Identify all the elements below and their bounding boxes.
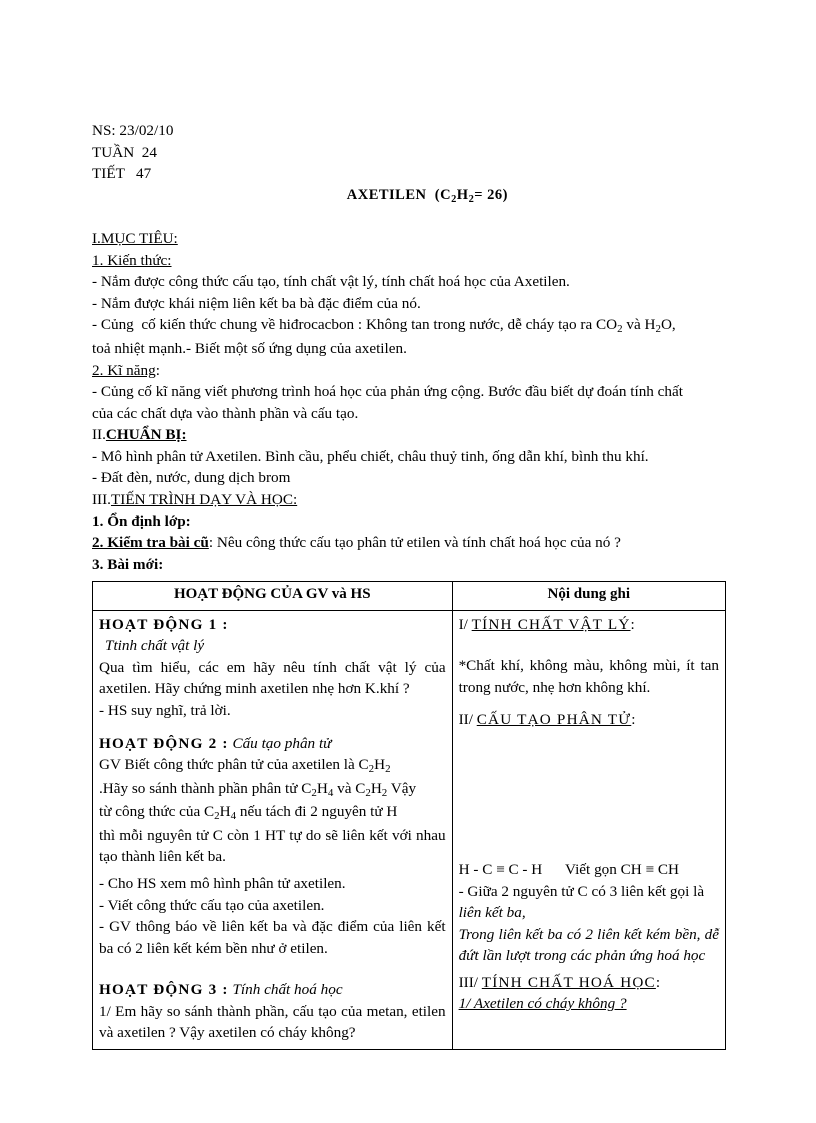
section-1-sub-2-tail: : [155, 361, 160, 379]
s1-line-6: của các chất dựa vào thành phần và cấu tạo. [92, 404, 359, 422]
s2-line-2: - Đất đèn, nước, dung dịch brom [92, 469, 291, 487]
activity-2-sub-1: 2 [368, 763, 375, 776]
content-2-para-2: liên kết ba, [458, 904, 526, 922]
table-header-content: Nội dung ghi [452, 582, 725, 610]
section-1-heading-text: I.MỤC TIÊU: [92, 230, 178, 248]
content-2-spacer [459, 731, 719, 859]
lesson-formula-sub2: 2 [468, 193, 475, 205]
activity-3-heading [99, 979, 446, 1001]
activity-2-heading [99, 733, 446, 755]
content-1-para-1: *Chất khí, không màu, không mùi, ít tan trong nước, nhẹ hơn không khí. [458, 657, 719, 696]
activity-2-sub-3: 2 [311, 786, 317, 799]
activity-2-para-1b: H [374, 756, 386, 774]
section-1-sub-1-text: 1. Kiến thức: [92, 251, 172, 269]
section-1-sub-2 [92, 360, 726, 382]
period-label: TIẾT 47 [92, 165, 152, 183]
lesson-title [322, 164, 508, 228]
activity-3-label: HOẠT ĐỘNG 3 : [99, 981, 229, 999]
activity-1-para-2: - HS suy nghĩ, trả lời. [99, 701, 231, 719]
table-row [93, 610, 726, 1049]
section-3-heading-prefix: III. [92, 491, 111, 508]
content-3-para-1-text: 1/ Axetilen có cháy không ? [458, 995, 627, 1013]
s1-line-4: toả nhiệt mạnh.- Biết một số ứng dụng của axetilen. [92, 339, 407, 357]
activity-2-para-2d: H [370, 779, 382, 797]
content-3-para-1 [459, 993, 719, 1015]
activity-2-para-2 [99, 778, 446, 802]
content-2-para-1: - Giữa 2 nguyên tử C có 3 liên kết gọi là [458, 882, 705, 900]
section-2-heading-prefix: II. [92, 426, 106, 444]
activity-2-para-2c: và C [333, 779, 366, 797]
section-3-heading-text: TIẾN TRÌNH DẠY VÀ HỌC: [110, 491, 298, 508]
lesson-formula-mid: H [456, 186, 469, 203]
lesson-title-text: AXETILEN [346, 186, 427, 203]
activity-2-label: HOẠT ĐỘNG 2 : [99, 734, 229, 752]
activity-2-para-1a: GV Biết công thức phân tử của axetilen là C [99, 756, 369, 774]
activity-2-para-5: - Cho HS xem mô hình phân tử axetilen. [99, 875, 346, 893]
activity-2-para-1 [99, 754, 446, 778]
activity-2-para-3b: H [219, 803, 231, 821]
structural-formula: H - C ≡ C - H [458, 860, 543, 878]
section-1-sub-1 [92, 250, 726, 272]
content-2-number: II/ [458, 711, 473, 729]
activity-2-para-6: - Viết công thức cấu tạo của axetilen. [99, 896, 325, 914]
content-3-heading [459, 972, 719, 994]
activity-2-sub-6: 2 [381, 786, 388, 799]
s1-line-3b: và H [622, 316, 656, 334]
activity-2-sub-2: 2 [385, 763, 391, 776]
s1-line-3-sub1: 2 [617, 323, 623, 336]
table-header-activities: HOẠT ĐỘNG CỦA GV và HS [93, 582, 453, 610]
content-2-colon: : [631, 711, 636, 729]
content-1-title: TÍNH CHẤT VẬT LÝ [471, 615, 631, 633]
activity-2-sub-5: 2 [365, 786, 371, 799]
activity-2-sub-7: 2 [214, 810, 220, 823]
activity-2-para-3c: nếu tách đi 2 nguyên tử H [236, 803, 398, 821]
content-2-title: CẤU TẠO PHÂN TỬ [476, 711, 632, 729]
section-3-sub-2 [92, 532, 726, 554]
s1-line-3-sub2: 2 [655, 323, 661, 336]
s1-line-3a: - Củng cố kiến thức chung về hiđrocacbon : Không tan trong nước, dễ cháy tạo ra CO [92, 316, 618, 334]
activity-2-para-2e: Vậy [387, 779, 417, 797]
section-3-sub-1 [92, 511, 726, 533]
header-line-tiet [92, 163, 726, 228]
activity-2-para-2b: H [316, 779, 328, 797]
condensed-formula: Viết gọn CH ≡ CH [565, 860, 679, 878]
activity-2-subtitle: Cấu tạo phân tử [232, 734, 332, 752]
content-1-colon: : [630, 615, 635, 633]
section-3-sub-1-text: 1. Ổn định lớp: [92, 512, 191, 530]
s2-line-1: - Mô hình phân tử Axetilen. Bình cầu, phểu chiết, châu thuỷ tinh, ống dẫn khí, bình thu khí. [92, 447, 649, 465]
content-1-heading [459, 614, 719, 636]
section-2-heading-text: CHUẨN BỊ: [105, 426, 187, 444]
s1-line-2: - Nắm được khái niệm liên kết ba bà đặc điểm của nó. [92, 294, 421, 312]
activity-3-para-1: 1/ Em hãy so sánh thành phần, cấu tạo của metan, etilen và axetilen ? Vậy axetilen có cháy không? [99, 1002, 446, 1042]
s1-line-3c: O, [660, 316, 676, 334]
date-label: NS: 23/02/10 [92, 122, 174, 139]
content-3-colon: : [655, 973, 661, 991]
section-1-sub-2-text: 2. Kĩ năng [92, 361, 156, 379]
cell-activities [93, 610, 453, 1049]
lesson-formula-open: (C [434, 186, 452, 203]
activity-1-para-1: Qua tìm hiểu, các em hãy nêu tính chất vật lý của axetilen. Hãy chứng minh axetilen nhẹ hơn K.khí ? [99, 658, 446, 698]
section-1-heading [92, 228, 726, 250]
activity-3-subtitle: Tính chất hoá học [232, 981, 343, 999]
section-3-sub-3 [92, 554, 726, 576]
section-3-sub-2-tail: : Nêu công thức cấu tạo phân tử etilen và tính chất hoá học của nó ? [208, 534, 621, 552]
content-2-para-3: Trong liên kết ba có 2 liên kết kém bền, dễ đứt lần lượt trong các phản ứng hoá học [458, 925, 719, 965]
activity-2-sub-4: 4 [327, 786, 334, 799]
lesson-formula-sub1: 2 [451, 193, 457, 205]
activity-2-para-3 [99, 801, 446, 825]
header-line-tuan [92, 142, 726, 164]
week-label: TUẦN 24 [92, 143, 157, 161]
content-3-title: TÍNH CHẤT HOÁ HỌC [481, 973, 656, 991]
section-2-heading [92, 424, 726, 446]
s1-line-1: - Nắm được công thức cấu tạo, tính chất vật lý, tính chất hoá học của Axetilen. [92, 273, 570, 291]
section-3-sub-3-text: 3. Bài mới: [92, 555, 164, 573]
s1-line-3 [92, 314, 726, 338]
content-3-number: III/ [458, 973, 478, 991]
s1-line-5: - Củng cố kĩ năng viết phương trình hoá học của phản ứng cộng. Bước đầu biết dự đoán tính chất [92, 383, 683, 401]
section-3-sub-2-text: 2. Kiểm tra bài cũ [92, 534, 209, 552]
activity-1-label: HOẠT ĐỘNG 1 : [99, 615, 229, 633]
content-2-formula-line [459, 859, 719, 881]
activity-2-para-2a: .Hãy so sánh thành phần phân tử C [99, 779, 312, 797]
activity-2-para-4: thì mỗi nguyên tử C còn 1 HT tự do sẽ liên kết với nhau tạo thành liên kết ba. [99, 826, 446, 866]
lesson-formula-close: = 26) [474, 186, 508, 203]
content-2-heading [459, 709, 719, 731]
cell-content [452, 610, 725, 1049]
activity-1-heading [99, 614, 446, 636]
activity-2-para-7: - GV thông báo về liên kết ba và đặc điểm của liên kết ba có 2 liên kết kém bền như ở etilen. [99, 918, 446, 957]
activity-2-para-3a: từ công thức của C [99, 803, 215, 821]
activity-1-subtitle: Ttinh chất vật lý [105, 637, 205, 655]
activity-2-sub-8: 4 [230, 810, 237, 823]
header-line-ns [92, 120, 726, 142]
table-header-row [93, 582, 726, 610]
lesson-table [92, 581, 726, 1050]
section-3-heading [92, 489, 726, 511]
content-1-number: I/ [458, 615, 468, 633]
